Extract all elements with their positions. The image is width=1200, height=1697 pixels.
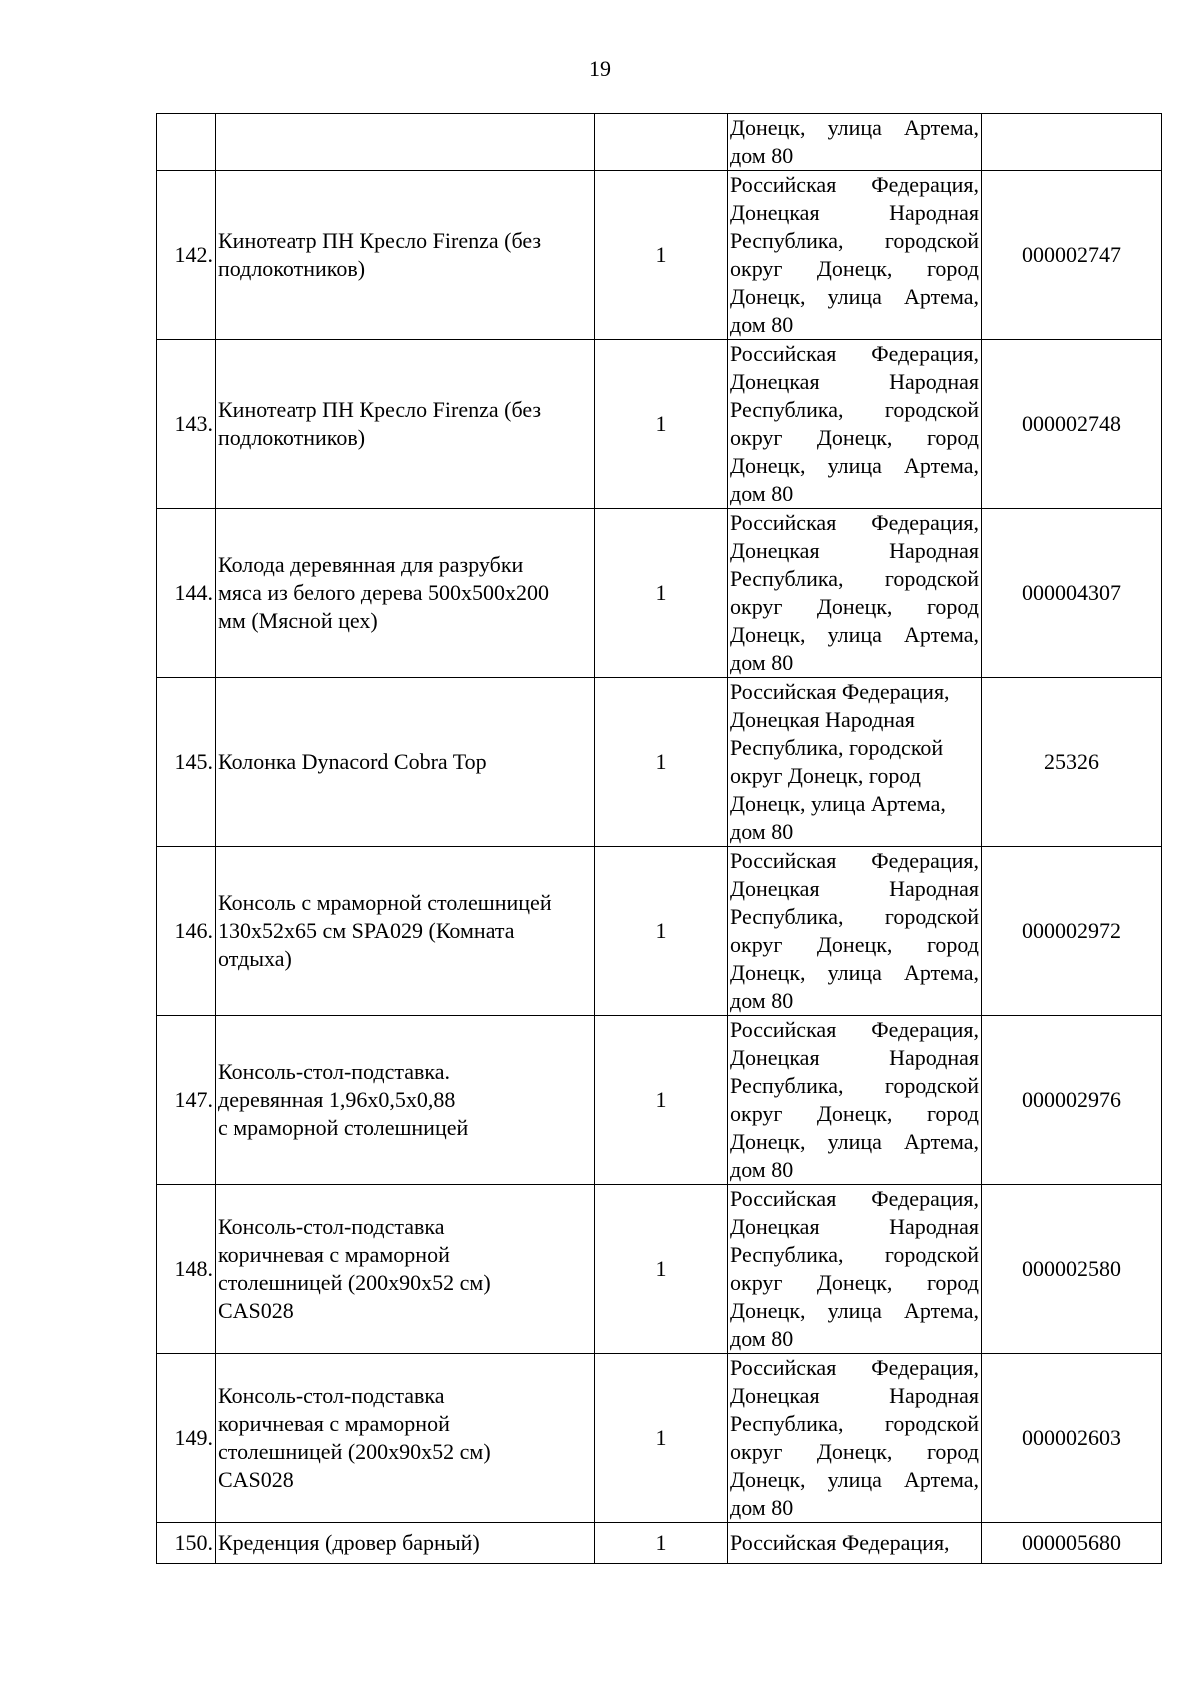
item-address <box>728 847 982 1016</box>
address-word: Республика, <box>730 1411 844 1436</box>
address-line <box>730 1529 979 1557</box>
address-word: город <box>926 1101 979 1126</box>
address-line <box>730 818 979 846</box>
address-line <box>730 1100 979 1128</box>
item-quantity: 1 <box>595 1016 728 1185</box>
item-name <box>216 1185 595 1354</box>
address-word: Донецкая <box>730 1214 820 1239</box>
inventory-number: 000002747 <box>982 171 1162 340</box>
item-name-line: Колонка Dynacord Cobra Top <box>218 749 487 774</box>
address-line <box>730 1297 979 1325</box>
address-word: городской <box>884 1411 979 1436</box>
item-name-line: мяса из белого дерева 500х500х200 <box>218 580 550 605</box>
row-number: 149. <box>157 1354 216 1523</box>
inventory-number: 000002976 <box>982 1016 1162 1185</box>
item-name <box>216 1354 595 1523</box>
address-line <box>730 847 979 875</box>
address-word: Республика, <box>730 1073 844 1098</box>
address-word: Федерация, <box>871 1017 979 1042</box>
address-line <box>730 678 979 706</box>
address-word: дом 80 <box>730 650 794 675</box>
item-name <box>216 1523 595 1564</box>
address-word: улица <box>827 960 882 985</box>
table-row <box>157 1016 1162 1185</box>
inventory-number: 000002580 <box>982 1185 1162 1354</box>
address-word: дом 80 <box>730 988 794 1013</box>
address-word: Российская Федерация, <box>730 1530 950 1555</box>
item-quantity: 1 <box>595 678 728 847</box>
address-line <box>730 875 979 903</box>
item-name-line: 130х52х65 см SPA029 (Комната <box>218 918 515 943</box>
item-name-line: Консоль-стол-подставка. <box>218 1059 451 1084</box>
address-word: Донецк, <box>730 1129 806 1154</box>
address-line <box>730 621 979 649</box>
item-address <box>728 1523 982 1564</box>
address-line <box>730 480 979 508</box>
address-word: Республика, <box>730 397 844 422</box>
row-number: 146. <box>157 847 216 1016</box>
address-word: город <box>926 594 979 619</box>
address-word: Народная <box>889 538 979 563</box>
address-line <box>730 1213 979 1241</box>
inventory-number: 000005680 <box>982 1523 1162 1564</box>
item-name-line: коричневая с мраморной <box>218 1411 450 1436</box>
address-line <box>730 1438 979 1466</box>
row-number: 148. <box>157 1185 216 1354</box>
address-word: Донецк, <box>730 1467 806 1492</box>
address-word: Российская <box>730 1186 837 1211</box>
item-quantity: 1 <box>595 1523 728 1564</box>
address-word: городской <box>884 1242 979 1267</box>
address-word: дом 80 <box>730 312 794 337</box>
address-line <box>730 142 979 170</box>
address-word: округ <box>730 932 783 957</box>
address-word: Артема, <box>903 622 979 647</box>
address-word: улица <box>827 284 882 309</box>
address-word: городской <box>884 566 979 591</box>
item-name-line: CAS028 <box>218 1298 294 1323</box>
address-word: Федерация, <box>871 341 979 366</box>
address-word: Артема, <box>903 960 979 985</box>
address-word: дом 80 <box>730 1495 794 1520</box>
address-word: Донецк, <box>730 284 806 309</box>
item-name <box>216 114 595 171</box>
address-word: Донецк, <box>816 1270 893 1295</box>
address-line <box>730 537 979 565</box>
address-word: Федерация, <box>871 510 979 535</box>
address-word: улица <box>827 1298 882 1323</box>
inventory-number: 000002748 <box>982 340 1162 509</box>
address-word: округ <box>730 1101 783 1126</box>
table-row <box>157 114 1162 171</box>
address-line <box>730 649 979 677</box>
item-quantity <box>595 114 728 171</box>
address-word: округ <box>730 256 783 281</box>
item-address <box>728 1016 982 1185</box>
item-name-line: подлокотников) <box>218 256 366 281</box>
address-word: дом 80 <box>730 1157 794 1182</box>
address-word: Республика, <box>730 1242 844 1267</box>
address-word: Российская <box>730 1355 837 1380</box>
item-name <box>216 171 595 340</box>
address-word: Донецк, <box>730 960 806 985</box>
address-word: Донецкая <box>730 876 820 901</box>
address-line <box>730 706 979 734</box>
address-line <box>730 424 979 452</box>
address-word: Федерация, <box>871 172 979 197</box>
address-line <box>730 114 979 142</box>
address-line <box>730 1269 979 1297</box>
address-line <box>730 1410 979 1438</box>
address-word: город <box>926 932 979 957</box>
item-name-line: мм (Мясной цех) <box>218 608 378 633</box>
item-name <box>216 509 595 678</box>
address-word: Народная <box>889 1214 979 1239</box>
address-line <box>730 903 979 931</box>
address-line <box>730 762 979 790</box>
row-number: 147. <box>157 1016 216 1185</box>
address-word: городской <box>884 228 979 253</box>
address-word: Российская <box>730 341 837 366</box>
address-word: Российская <box>730 1017 837 1042</box>
address-line <box>730 1354 979 1382</box>
table-row <box>157 1185 1162 1354</box>
address-word: городской <box>884 397 979 422</box>
address-line <box>730 1325 979 1353</box>
table-row <box>157 1354 1162 1523</box>
item-name-line: Кинотеатр ПН Кресло Firenza (без <box>218 397 542 422</box>
item-name-line: подлокотников) <box>218 425 366 450</box>
address-word: город <box>926 1270 979 1295</box>
address-line <box>730 255 979 283</box>
address-word: Артема, <box>903 1298 979 1323</box>
address-word: дом 80 <box>730 1326 794 1351</box>
item-quantity: 1 <box>595 340 728 509</box>
address-line <box>730 227 979 255</box>
address-word: улица <box>827 115 882 140</box>
table-row <box>157 847 1162 1016</box>
address-word: Донецкая <box>730 1383 820 1408</box>
address-word: Российская Федерация, <box>730 679 950 704</box>
address-line <box>730 1128 979 1156</box>
address-line <box>730 734 979 762</box>
row-number: 142. <box>157 171 216 340</box>
item-name-line: столешницей (200х90х52 см) <box>218 1439 491 1464</box>
item-name <box>216 678 595 847</box>
row-number: 145. <box>157 678 216 847</box>
item-name-line: деревянная 1,96х0,5х0,88 <box>218 1087 456 1112</box>
address-word: округ <box>730 425 783 450</box>
table-row <box>157 678 1162 847</box>
address-word: Донецк, <box>730 1298 806 1323</box>
inventory-number: 000002603 <box>982 1354 1162 1523</box>
address-word: Артема, <box>903 453 979 478</box>
table-row <box>157 509 1162 678</box>
address-line <box>730 311 979 339</box>
address-word: Донецк, <box>730 115 806 140</box>
address-word: город <box>926 425 979 450</box>
item-name <box>216 1016 595 1185</box>
address-word: Артема, <box>903 1129 979 1154</box>
address-word: Донецк, улица Артема, <box>730 791 946 816</box>
address-line <box>730 452 979 480</box>
address-word: Донецкая <box>730 369 820 394</box>
address-word: город <box>926 256 979 281</box>
address-word: Республика, <box>730 566 844 591</box>
inventory-number: 000004307 <box>982 509 1162 678</box>
table-row <box>157 340 1162 509</box>
address-word: Федерация, <box>871 1355 979 1380</box>
item-name-line: с мраморной столешницей <box>218 1115 469 1140</box>
address-word: Народная <box>889 1045 979 1070</box>
item-quantity: 1 <box>595 1185 728 1354</box>
inventory-number <box>982 114 1162 171</box>
address-line <box>730 1072 979 1100</box>
item-quantity: 1 <box>595 171 728 340</box>
address-line <box>730 199 979 227</box>
item-address <box>728 340 982 509</box>
address-word: Республика, <box>730 228 844 253</box>
address-line <box>730 1044 979 1072</box>
address-line <box>730 368 979 396</box>
address-word: Федерация, <box>871 848 979 873</box>
address-line <box>730 1185 979 1213</box>
address-word: Донецк, <box>816 594 893 619</box>
address-word: Российская <box>730 172 837 197</box>
item-name-line: Консоль-стол-подставка <box>218 1214 445 1239</box>
address-word: улица <box>827 1467 882 1492</box>
table-body <box>157 114 1162 1564</box>
address-word: Донецк, <box>816 1439 893 1464</box>
address-line <box>730 509 979 537</box>
item-name <box>216 340 595 509</box>
address-word: городской <box>884 904 979 929</box>
address-word: округ <box>730 594 783 619</box>
address-line <box>730 171 979 199</box>
item-name-line: отдыха) <box>218 946 292 971</box>
address-word: Артема, <box>903 1467 979 1492</box>
address-word: Донецк, <box>816 256 893 281</box>
address-word: Донецк, <box>816 932 893 957</box>
address-word: дом 80 <box>730 481 794 506</box>
item-name-line: коричневая с мраморной <box>218 1242 450 1267</box>
address-line <box>730 593 979 621</box>
address-line <box>730 565 979 593</box>
item-name-line: Консоль-стол-подставка <box>218 1383 445 1408</box>
item-address <box>728 1354 982 1523</box>
table-row <box>157 1523 1162 1564</box>
item-quantity: 1 <box>595 1354 728 1523</box>
item-name-line: Креденция (дровер барный) <box>218 1530 480 1555</box>
address-word: улица <box>827 622 882 647</box>
address-word: городской <box>884 1073 979 1098</box>
address-word: Народная <box>889 1383 979 1408</box>
address-word: Российская <box>730 848 837 873</box>
address-word: Донецк, <box>730 453 806 478</box>
item-quantity: 1 <box>595 509 728 678</box>
inventory-number: 25326 <box>982 678 1162 847</box>
address-word: Донецкая <box>730 200 820 225</box>
address-word: Артема, <box>903 115 979 140</box>
address-line <box>730 1156 979 1184</box>
item-name-line: Консоль с мраморной столешницей <box>218 890 552 915</box>
address-line <box>730 959 979 987</box>
address-line <box>730 1382 979 1410</box>
address-word: дом 80 <box>730 819 794 844</box>
item-name-line: Колода деревянная для разрубки <box>218 552 524 577</box>
address-word: Республика, <box>730 904 844 929</box>
row-number: 143. <box>157 340 216 509</box>
address-word: улица <box>827 1129 882 1154</box>
row-number <box>157 114 216 171</box>
row-number: 150. <box>157 1523 216 1564</box>
address-word: Донецкая <box>730 538 820 563</box>
item-quantity: 1 <box>595 847 728 1016</box>
item-address <box>728 1185 982 1354</box>
address-word: округ <box>730 1270 783 1295</box>
item-address <box>728 114 982 171</box>
row-number: 144. <box>157 509 216 678</box>
address-word: Народная <box>889 200 979 225</box>
address-word: Российская <box>730 510 837 535</box>
address-word: округ Донецк, город <box>730 763 921 788</box>
address-line <box>730 790 979 818</box>
address-word: дом 80 <box>730 143 794 168</box>
address-line <box>730 931 979 959</box>
address-word: улица <box>827 453 882 478</box>
address-word: Донецк, <box>816 425 893 450</box>
address-word: Народная <box>889 876 979 901</box>
item-address <box>728 171 982 340</box>
address-line <box>730 1466 979 1494</box>
address-word: Федерация, <box>871 1186 979 1211</box>
address-word: Донецк, <box>816 1101 893 1126</box>
address-line <box>730 1241 979 1269</box>
address-line <box>730 283 979 311</box>
item-name-line: столешницей (200х90х52 см) <box>218 1270 491 1295</box>
address-word: Республика, городской <box>730 735 944 760</box>
address-line <box>730 396 979 424</box>
address-line <box>730 1494 979 1522</box>
item-name-line: Кинотеатр ПН Кресло Firenza (без <box>218 228 542 253</box>
address-line <box>730 340 979 368</box>
table-row <box>157 171 1162 340</box>
inventory-number: 000002972 <box>982 847 1162 1016</box>
address-word: Артема, <box>903 284 979 309</box>
inventory-table <box>156 113 1162 1564</box>
item-name-line: CAS028 <box>218 1467 294 1492</box>
address-word: округ <box>730 1439 783 1464</box>
address-word: Народная <box>889 369 979 394</box>
item-name <box>216 847 595 1016</box>
item-address <box>728 678 982 847</box>
address-word: Донецкая Народная <box>730 707 915 732</box>
address-word: Донецк, <box>730 622 806 647</box>
address-word: город <box>926 1439 979 1464</box>
address-line <box>730 1016 979 1044</box>
address-word: Донецкая <box>730 1045 820 1070</box>
page-number: 19 <box>589 56 611 81</box>
item-address <box>728 509 982 678</box>
address-line <box>730 987 979 1015</box>
